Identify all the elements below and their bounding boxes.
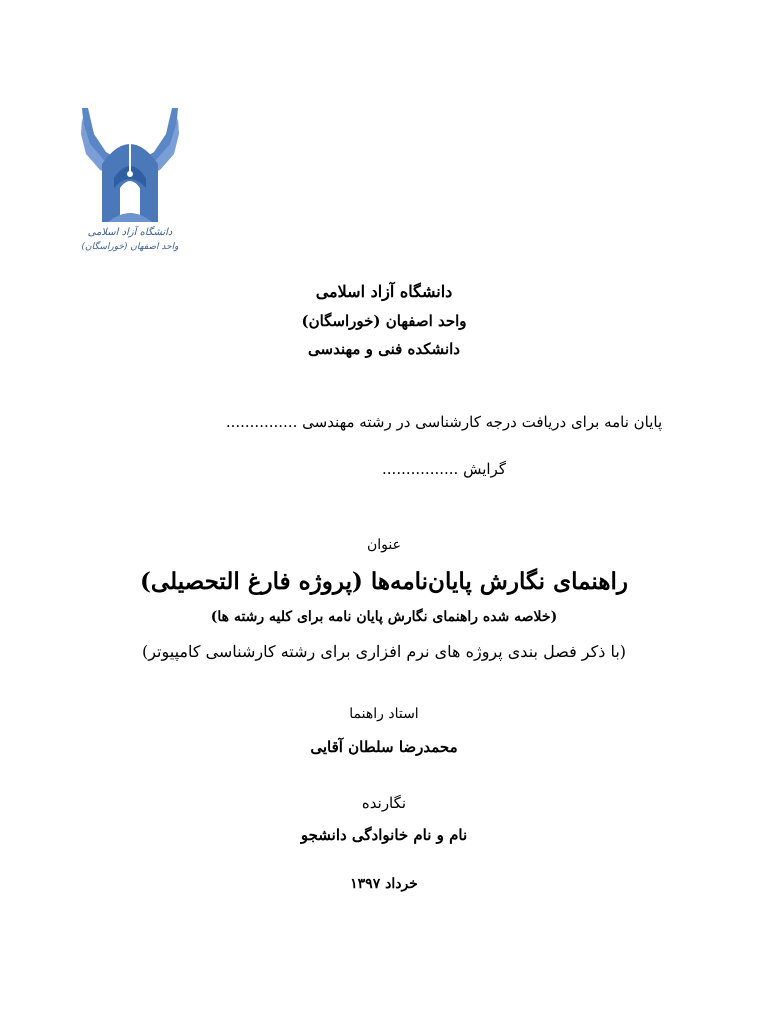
subtitle-chapters: (با ذکر فصل بندی پروژه های نرم افزاری برای رشته کارشناسی کامپیوتر) (141, 642, 627, 661)
supervisor-name: محمدرضا سلطان آقایی (310, 738, 458, 756)
subtitle-summary: (خلاصه شده راهنمای نگارش پایان نامه برای کلیه رشته ها) (210, 609, 558, 625)
logo-caption-line2: واحد اصفهان (خوراسگان) (81, 242, 179, 252)
title-label: عنوان (367, 537, 401, 553)
thesis-degree-line: پایان نامه برای دریافت درجه کارشناسی در رشته مهندسی ............... (225, 413, 663, 431)
date: خرداد ۱۳۹۷ (350, 876, 418, 892)
branch-name: واحد اصفهان (خوراسگان) (301, 312, 467, 330)
faculty-name: دانشکده فنی و مهندسی (308, 340, 460, 358)
supervisor-label: استاد راهنما (349, 706, 419, 722)
logo-caption-line1: دانشگاه آزاد اسلامی (87, 227, 173, 238)
logo-caption (80, 226, 180, 254)
author-label: نگارنده (361, 794, 407, 812)
orientation-line: گرایش ................ (382, 460, 506, 478)
university-name: دانشگاه آزاد اسلامی (315, 282, 453, 301)
main-title: راهنمای نگارش پایان‌نامه‌ها (پروژه فارغ التحصیلی) (140, 568, 628, 595)
author-name: نام و نام خانوادگی دانشجو (300, 826, 468, 844)
